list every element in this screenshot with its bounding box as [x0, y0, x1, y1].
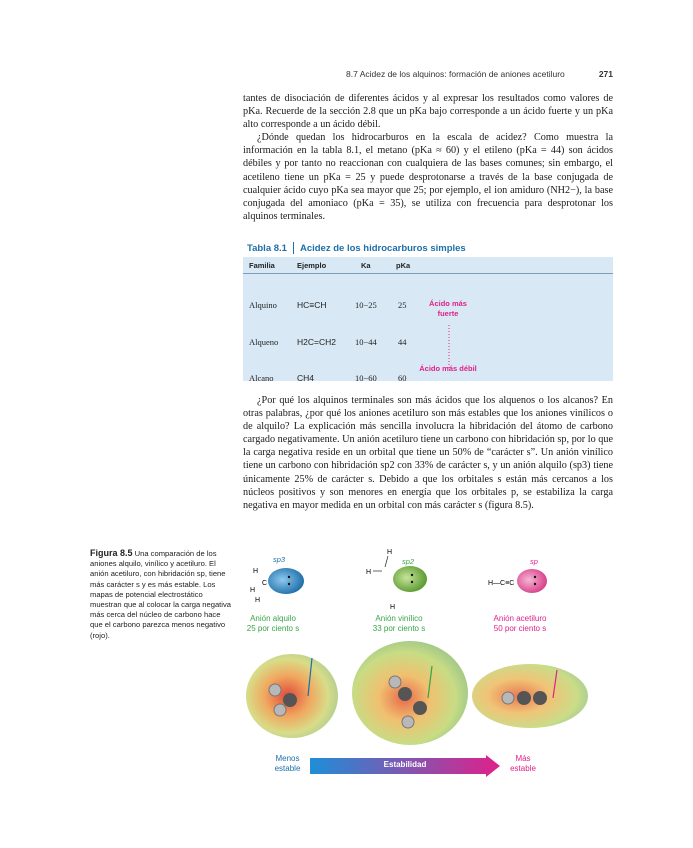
figure-caption-text: Una comparación de los aniones alquilo, vinílico y acetiluro. El anión acetiluro, con hibridación sp, tiene más carácter s y es más estable. Los mapas de potencial electrostático muestran que al colocar la carga negativa más cerca del núcleo de carbono hace que el carbono parezca menos negativo (rojo).	[90, 549, 231, 640]
cell-family: Alcano	[249, 373, 274, 383]
svg-text:H: H	[366, 569, 372, 576]
electrostatic-maps	[240, 638, 600, 748]
acetylide-name: Anión acetiluro	[493, 614, 547, 623]
alkyl-percent: 25 por ciento s	[246, 624, 300, 633]
table-body	[243, 257, 613, 381]
stability-label: Estabilidad	[383, 760, 427, 769]
alkyl-label	[228, 614, 318, 634]
page-number: 271	[598, 69, 613, 79]
cell-family: Alquino	[249, 300, 277, 310]
vinyl-potential-map	[352, 641, 468, 745]
table-title	[243, 240, 613, 257]
sp3-label: sp3	[273, 555, 286, 564]
more-stable-label: Más estable	[510, 754, 536, 773]
table-header-row	[243, 257, 613, 274]
less-stable-label: Menos estable	[274, 754, 301, 773]
alkyl-anion-structure	[250, 568, 304, 604]
svg-text:H: H	[255, 597, 261, 604]
sp-label: sp	[530, 557, 538, 566]
strong-acid-label: Ácido más fuerte	[429, 299, 467, 318]
paragraph-1: tantes de disociación de diferentes ácidos y al expresar los resultados como valores de pKa. Recuerde de la sección 2.8 que un pKa bajo corresponde a un ácido fuerte y un pKa alto corresponde a un ácido débil.	[243, 93, 613, 131]
acetylide-potential-map	[472, 664, 588, 728]
sp2-label: sp2	[402, 557, 415, 566]
svg-text:H: H	[390, 604, 396, 611]
svg-text:H—C≡C: H—C≡C	[488, 580, 515, 587]
table-caption: Acidez de los hidrocarburos simples	[299, 243, 466, 254]
table-number: Tabla 8.1	[247, 243, 287, 254]
table-8-1	[243, 240, 613, 381]
vinyl-percent: 33 por ciento s	[372, 624, 426, 633]
running-header	[346, 69, 613, 79]
section-title: 8.7 Acidez de los alquinos: formación de aniones acetiluro	[346, 69, 565, 79]
col-family: Familia	[249, 261, 275, 270]
svg-text:C: C	[262, 580, 268, 587]
body-text-bottom	[243, 394, 613, 512]
acetylide-anion-structure	[488, 569, 547, 593]
svg-text:H: H	[387, 549, 393, 556]
cell-example: CH4	[297, 373, 315, 383]
cell-family: Alqueno	[249, 337, 279, 347]
svg-text:H: H	[250, 587, 256, 594]
alkyl-potential-map	[246, 654, 338, 738]
weak-acid-label: Ácido más débil	[419, 364, 477, 373]
stability-scale	[240, 752, 570, 782]
cell-example: H2C=CH2	[297, 337, 336, 347]
cell-ka: 10−44	[355, 337, 377, 347]
vinyl-label	[354, 614, 444, 634]
cell-ka: 10−60	[355, 373, 377, 383]
cell-example: HC≡CH	[297, 300, 327, 310]
cell-pka: 60	[398, 373, 407, 383]
col-pka: pKa	[396, 261, 411, 270]
vinyl-anion-structure	[366, 549, 427, 611]
cell-pka: 44	[398, 337, 407, 347]
vinyl-name: Anión vinílico	[375, 614, 423, 623]
paragraph-3: ¿Por qué los alquinos terminales son más ácidos que los alquenos o los alcanos? En otras palabras, ¿por qué los aniones acetiluro son más estables que los aniones vinílicos o de alquilo? La explicación más sencilla involucra la hibridación del átomo de carbono cargado negativamente. Un anión acetiluro tiene un carbono con hibridación sp, por lo que la carga negativa reside en un orbital que tiene un 50% de “carácter s”. Un anión vinílico tiene un carbono con hibridación sp2 con 33% de carácter s, y un anión alquilo (sp3) tiene únicamente 25% de carácter s. Debido a que los orbitales s están más cercanos a los núcleos positivos y son menores en energía que los orbitales p, se estabiliza la carga negativa en mayor medida en un orbital con más carácter s (figura 8.5).	[243, 395, 613, 511]
paragraph-2: ¿Dónde quedan los hidrocarburos en la escala de acidez? Como muestra la información en la tabla 8.1, el metano (pKa ≈ 60) y el etileno (pKa = 44) son ácidos débiles y por tanto no reaccionan con cualquiera de las bases comunes; sin embargo, el acetileno tiene un pKa = 25 y puede desprotonarse a través de la base conjugada de cualquier ácido cuyo pKa sea mayor que 25; por ejemplo, el ion amiduro (NH2−), la base conjugada del amoniaco (pKa = 35), se utiliza con frecuencia para desprotonar los alquinos terminales.	[243, 132, 613, 222]
anion-structures	[240, 545, 600, 615]
col-example: Ejemplo	[297, 261, 327, 270]
figure-label: Figura 8.5	[90, 548, 133, 558]
cell-ka: 10−25	[355, 300, 377, 310]
alkyl-name: Anión alquilo	[250, 614, 296, 623]
cell-pka: 25	[398, 300, 407, 310]
col-ka: Ka	[361, 261, 371, 270]
figure-caption	[90, 548, 232, 641]
body-text-top	[243, 92, 613, 223]
svg-text:H: H	[253, 568, 259, 575]
acetylide-label	[475, 614, 565, 634]
acetylide-percent: 50 por ciento s	[493, 624, 547, 633]
